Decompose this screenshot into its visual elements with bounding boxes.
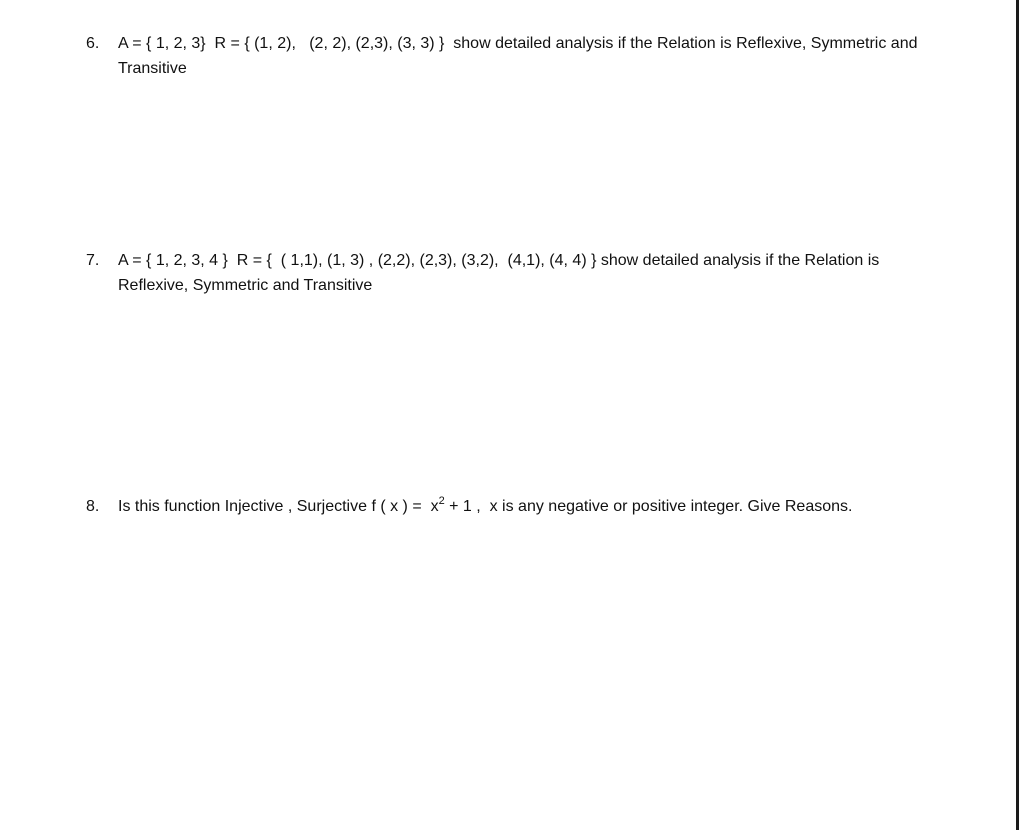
question-line: Transitive — [118, 60, 187, 77]
exponent: 2 — [438, 495, 445, 507]
page-edge-divider — [1016, 0, 1019, 830]
question-6 — [86, 31, 946, 81]
question-7 — [86, 248, 946, 298]
question-8 — [86, 494, 946, 519]
question-text — [118, 31, 946, 81]
question-number: 6. — [86, 35, 100, 52]
question-text-after: + 1 , x is any negative or positive integer. Give Reasons. — [444, 498, 853, 515]
question-text — [118, 494, 946, 519]
question-line: A = { 1, 2, 3, 4 } R = { ( 1,1), (1, 3) , (2,2), (2,3), (3,2), (4,1), (4, 4) } show detailed analysis if the Relation is — [118, 252, 880, 269]
question-number: 7. — [86, 252, 100, 269]
question-text-before: Is this function Injective , Surjective f ( x ) = x — [118, 498, 439, 515]
question-line: Reflexive, Symmetric and Transitive — [118, 277, 373, 294]
question-line: A = { 1, 2, 3} R = { (1, 2), (2, 2), (2,3), (3, 3) } show detailed analysis if the Relation is Reflexive, Symmetric and — [118, 35, 918, 52]
question-text — [118, 248, 946, 298]
question-number: 8. — [86, 498, 100, 515]
question-line — [118, 494, 946, 519]
